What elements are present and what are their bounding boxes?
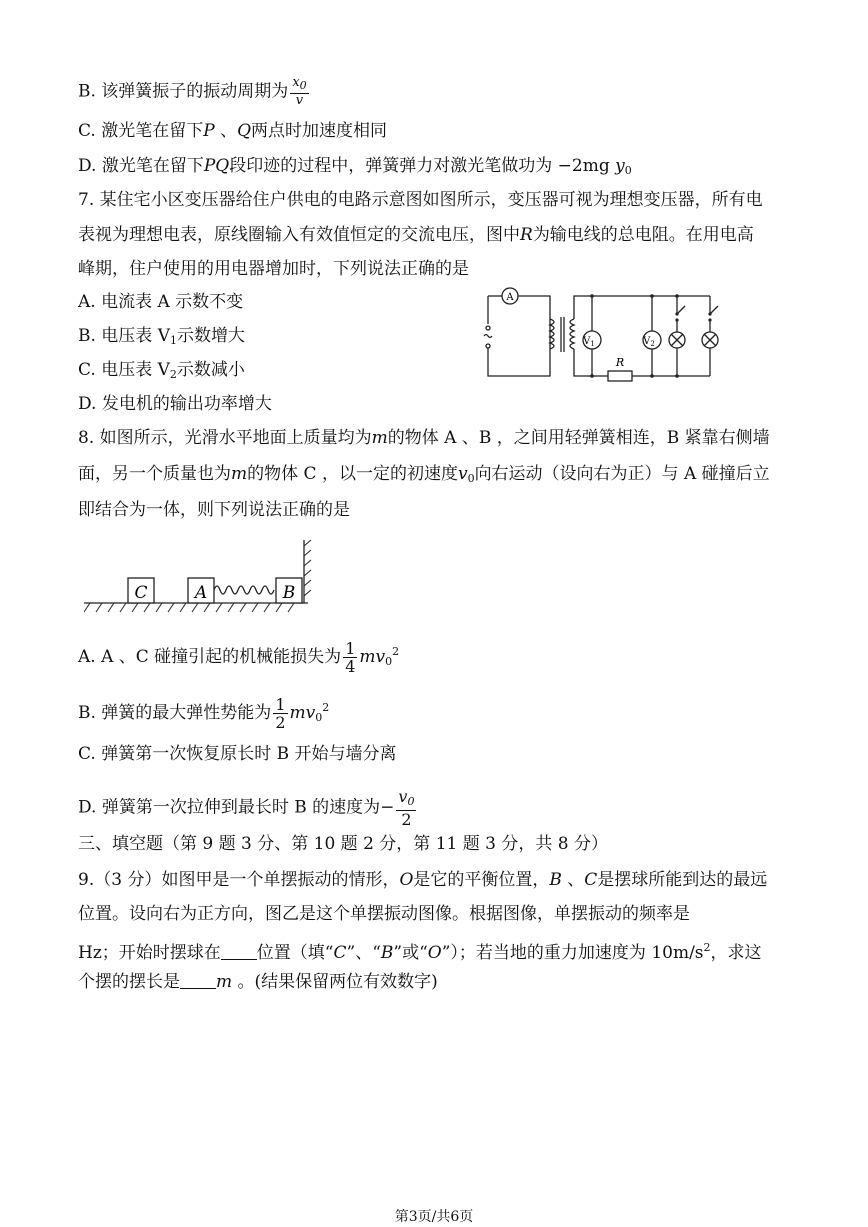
q7-option-c: C. 电压表 $V_2$示数减小 xyxy=(78,360,245,381)
q9-blank-length[interactable] xyxy=(180,972,216,989)
q6-option-b xyxy=(78,76,311,108)
voltmeter-v1-label: $V_1$ xyxy=(583,336,595,348)
ammeter-label: A xyxy=(506,292,514,303)
q6-option-b-text: B. 该弹簧振子的振动周期为 xyxy=(78,81,289,102)
q7-stem-line3: 峰期，住户使用的用电器增加时，下列说法正确的是 xyxy=(78,259,469,279)
q9-line2: 位置。设向右为正方向，图乙是这个单摆振动图像。根据图像，单摆振动的频率是 xyxy=(78,904,690,924)
q8-option-c: C. 弹簧第一次恢复原长时 B 开始与墙分离 xyxy=(78,744,397,764)
q6-option-b-fraction: $\frac{x_0}{v}$ xyxy=(292,75,307,108)
voltmeter-v2-label: $V_2$ xyxy=(643,336,655,348)
block-a-label: A xyxy=(194,583,208,603)
q7-option-b: B. 电压表 $V_1$示数增大 xyxy=(78,326,245,347)
q9-line3: Hz；开始时摆球在 位置（填“C”、“B”或“O”）；若当地的重力加速度为 $10m/s^2$，求这 xyxy=(78,941,762,963)
page-footer: 第3页/共6页 xyxy=(394,1209,474,1225)
q7-stem-line2: 表视为理想电表，原线圈输入有效值恒定的交流电压，图中R为输电线的总电阻。在用电高 xyxy=(78,225,754,245)
q8-option-a: A. A 、C 碰撞引起的机械能损失为 $\frac{1}{4}$ $mv_0^2$ xyxy=(78,639,400,676)
q6-option-c: C. 激光笔在留下P 、Q两点时加速度相同 xyxy=(78,121,388,141)
q7-option-d: D. 发电机的输出功率增大 xyxy=(78,394,272,414)
section-3-heading: 三、填空题（第 9 题 3 分、第 10 题 2 分，第 11 题 3 分，共 8 分） xyxy=(78,834,608,854)
q8-stem-line3: 即结合为一体，则下列说法正确的是 xyxy=(78,500,350,520)
q9-blank-position[interactable] xyxy=(221,943,257,960)
resistor-label: R xyxy=(615,356,625,369)
q8-option-d: D. 弹簧第一次拉伸到最长时 B 的速度为− $\frac{v_0}{2}$ xyxy=(78,787,415,829)
transformer-circuit-diagram xyxy=(480,284,720,384)
q8-option-b: B. 弹簧的最大弹性势能为 $\frac{1}{2}$ $mv_0^2$ xyxy=(78,695,330,732)
q7-stem-line1: 7. 某住宅小区变压器给住户供电的电路示意图如图所示，变压器可视为理想变压器，所有电 xyxy=(78,190,763,210)
q9-line4: 个摆的摆长是 m 。(结果保留两位有效数字) xyxy=(78,972,438,992)
q9-line1: 9.（3 分）如图甲是一个单摆振动的情形，O是它的平衡位置，B 、C是摆球所能到达的最远 xyxy=(78,870,768,890)
q8-option-d-fraction: $\frac{v_0}{2}$ xyxy=(398,787,415,829)
block-b-label: B xyxy=(282,583,296,603)
q8-stem-line2: 面，另一个质量也为m的物体 C ，以一定的初速度$v_0$向右运动（设向右为正）与 A 碰撞后立 xyxy=(78,464,770,485)
block-c-label: C xyxy=(134,583,148,603)
q6-option-d: D. 激光笔在留下PQ段印迹的过程中，弹簧弹力对激光笔做功为 −2mg $y_0$ xyxy=(78,156,632,177)
q8-option-a-fraction: $\frac{1}{4}$ xyxy=(345,639,356,676)
q7-option-a: A. 电流表 A 示数不变 xyxy=(78,292,244,312)
q8-option-b-fraction: $\frac{1}{2}$ xyxy=(275,695,286,732)
spring-blocks-diagram xyxy=(84,536,314,616)
q8-stem-line1: 8. 如图所示，光滑水平地面上质量均为m的物体 A 、B ，之间用轻弹簧相连，B 紧靠右侧墙 xyxy=(78,428,770,448)
